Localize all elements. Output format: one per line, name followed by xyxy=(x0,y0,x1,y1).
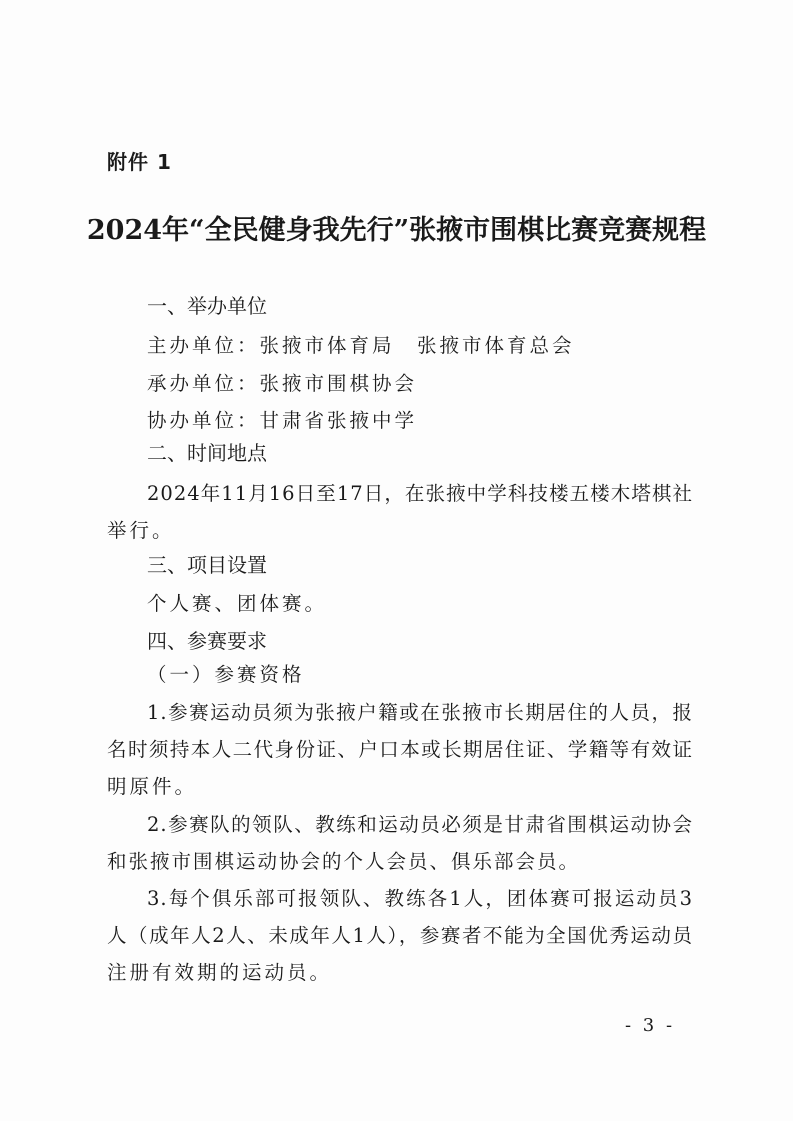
co-organizer-unit: 协办单位：甘肃省张掖中学 xyxy=(147,409,418,432)
time-place-line-1: 2024年11月16日至17日，在张掖中学科技楼五楼木塔棋社 xyxy=(147,482,693,505)
section-2-heading: 二、时间地点 xyxy=(147,441,267,465)
time-place-line-2: 举行。 xyxy=(107,519,175,542)
section-4-heading: 四、参赛要求 xyxy=(147,629,267,653)
section-1-heading: 一、举办单位 xyxy=(147,294,267,318)
item-1-line-1: 1.参赛运动员须为张掖户籍或在张掖市长期居住的人员，报 xyxy=(147,701,693,724)
item-3-line-3: 注册有效期的运动员。 xyxy=(107,961,333,984)
item-1-line-2: 名时须持本人二代身份证、户口本或长期居住证、学籍等有效证 xyxy=(107,738,693,761)
item-3-line-2: 人（成年人2人、未成年人1人），参赛者不能为全国优秀运动员 xyxy=(107,924,693,947)
section-3-heading: 三、项目设置 xyxy=(147,553,267,577)
host-unit: 主办单位：张掖市体育局 张掖市体育总会 xyxy=(147,334,575,357)
item-2-line-1: 2.参赛队的领队、教练和运动员必须是甘肃省围棋运动协会 xyxy=(147,813,693,836)
item-2-line-2: 和张掖市围棋运动协会的个人会员、俱乐部会员。 xyxy=(107,850,581,873)
page-number: - 3 - xyxy=(625,1015,676,1036)
organizer-unit: 承办单位：张掖市围棋协会 xyxy=(147,372,418,395)
events-text: 个人赛、团体赛。 xyxy=(147,592,328,615)
attachment-label: 附件 1 xyxy=(107,150,172,174)
document-title: 2024年“全民健身我先行”张掖市围棋比赛竞赛规程 xyxy=(86,215,707,246)
item-1-line-3: 明原件。 xyxy=(107,775,198,798)
eligibility-subheading: （一）参赛资格 xyxy=(147,663,305,686)
item-3-line-1: 3.每个俱乐部可报领队、教练各1人，团体赛可报运动员3 xyxy=(147,887,693,910)
